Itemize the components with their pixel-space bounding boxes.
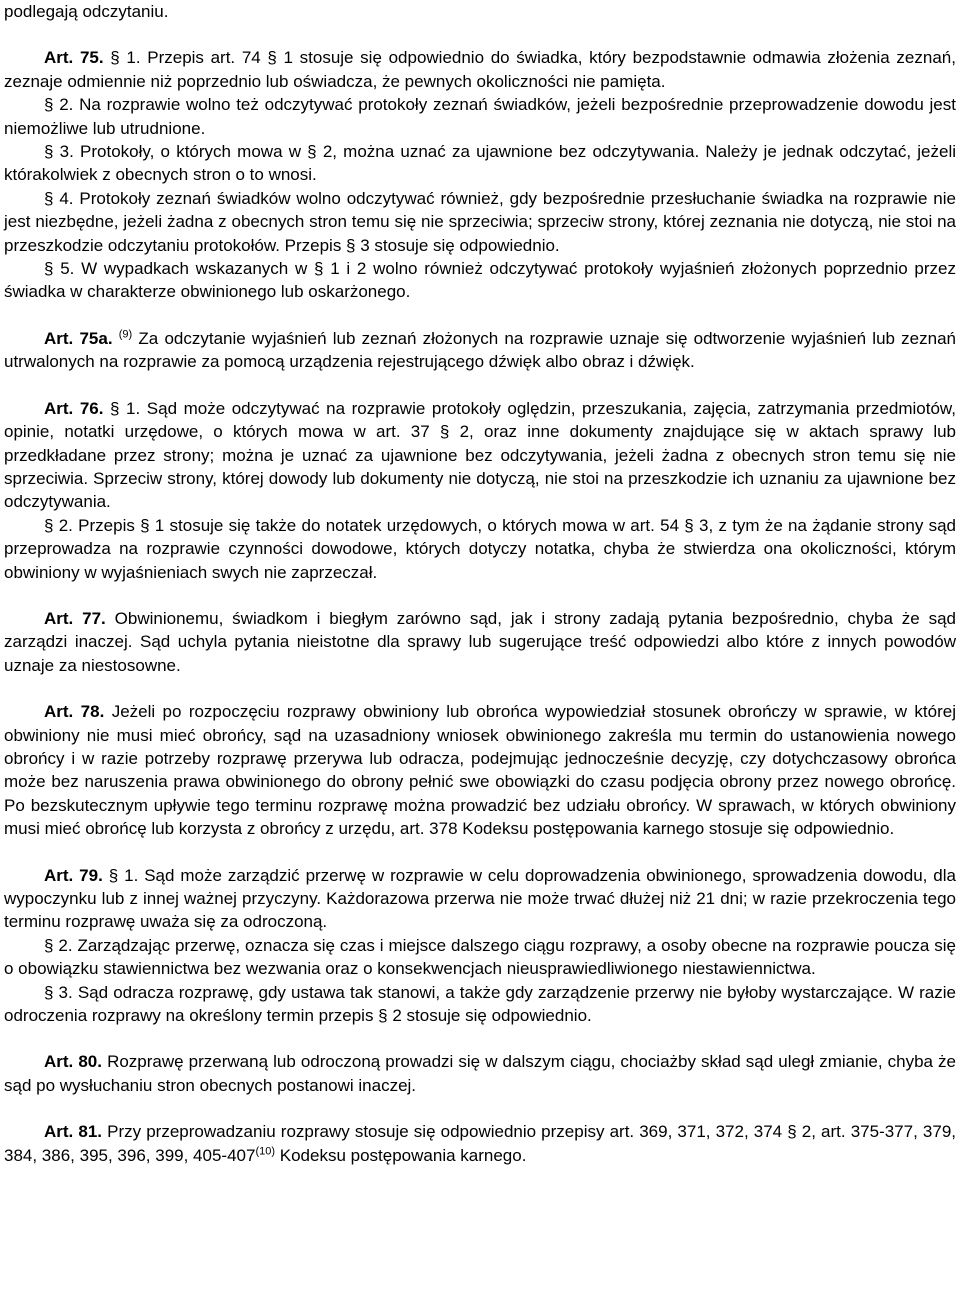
article-77 xyxy=(4,607,956,677)
article-79-par-2 xyxy=(4,934,956,981)
article-75-par-1 xyxy=(4,46,956,93)
paragraph-continuation xyxy=(4,0,956,23)
article-79-par-1 xyxy=(4,864,956,934)
section-number: § 2. xyxy=(44,515,73,535)
article-75-par-5 xyxy=(4,257,956,304)
article-text: W wypadkach wskazanych w § 1 i 2 wolno również odczytywać protokoły wyjaśnień złożonych poprzednio przez świadka w charakterze obwinionego lub oskarżonego. xyxy=(4,259,956,302)
article-text: Protokoły, o których mowa w § 2, można uznać za ujawnione bez odczytywania. Należy je jednak odczytać, jeżeli którakolwiek z obecnych stron o to wnosi. xyxy=(4,142,957,185)
article-75-heading: Art. 75. xyxy=(44,48,104,68)
article-79-par-3 xyxy=(4,981,956,1028)
footnote-marker: (10) xyxy=(255,1145,276,1157)
article-75a xyxy=(4,327,956,374)
article-text: Sąd może odczytywać na rozprawie protokoły oględzin, przeszukania, zajęcia, zatrzymania przedmiotów, opinie, notatki urzędowe, o których mowa w art. 37 § 2, oraz inne dokumenty znajdujące się w aktach sprawy lub przedkładane przez strony; można je uznać za ujawnione bez odczytywania, jeżeli żadna z obecnych stron temu się nie sprzeciwia. Sprzeciw strony, której dowody lub dokumenty nie dotyczą, nie stoi na przeszkodzie ich uznaniu za ujawnione bez odczytywania. xyxy=(4,398,956,512)
article-text: Kodeksu postępowania karnego. xyxy=(279,1145,527,1165)
article-76-heading: Art. 76. xyxy=(44,398,104,418)
section-number: § 1. xyxy=(108,865,139,885)
article-75a-heading: Art. 75a. xyxy=(44,328,113,348)
article-text: Jeżeli po rozpoczęciu rozprawy obwiniony lub obrońca wypowiedział stosunek obrończy w sprawie, w której obwiniony nie musi mieć obrońcy, sąd na uzasadniony wniosek obwinionego zakreśla mu termin do ustanowienia nowego obrońcy i w razie potrzeby rozprawę przerywa lub odracza, podejmując jednocześnie decyzję, czy dotychczasowy obrońca może bez naruszenia prawa obwinionego do obrony pełnić swe obowiązki do czasu podjęcia obrony przez nowego obrońcę. Po bezskutecznym upływie tego terminu rozprawę można prowadzić bez udziału obrońcy. W sprawach, w których obwiniony musi mieć obrońcę lub korzysta z obrońcy z urzędu, art. 378 Kodeksu postępowania karnego stosuje się odpowiednio. xyxy=(4,702,956,839)
article-75-par-4 xyxy=(4,187,956,257)
section-number: § 5. xyxy=(44,259,75,279)
article-80 xyxy=(4,1050,956,1097)
article-81 xyxy=(4,1120,956,1167)
article-text: Za odczytanie wyjaśnień lub zeznań złożonych na rozprawie uznaje się odtworzenie wyjaśnień lub zeznań utrwalonych na rozprawie za pomocą urządzenia rejestrującego dźwięk albo obraz i dźwięk. xyxy=(4,328,957,372)
section-number: § 3. xyxy=(44,142,74,162)
article-76-par-1 xyxy=(4,397,956,514)
article-80-heading: Art. 80. xyxy=(44,1052,102,1072)
footnote-marker: (9) xyxy=(118,328,133,341)
article-78 xyxy=(4,700,956,840)
article-75-par-2 xyxy=(4,93,956,140)
section-number: § 2. xyxy=(44,95,74,115)
article-75-par-3 xyxy=(4,140,956,187)
document-page xyxy=(4,0,956,1167)
article-81-heading: Art. 81. xyxy=(44,1122,103,1142)
article-text: Sąd może zarządzić przerwę w rozprawie w celu doprowadzenia obwinionego, sprowadzenia dowodu, dla wypoczynku lub z innej ważnej przyczyny. Każdorazowa przerwa nie może trwać dłużej niż 21 dni; w razie przekroczenia tego terminu rozprawę uważa się za odroczoną. xyxy=(4,865,956,932)
article-76-par-2 xyxy=(4,514,956,584)
article-77-heading: Art. 77. xyxy=(44,608,106,628)
section-number: § 1. xyxy=(110,48,141,68)
article-text: Przy przeprowadzaniu rozprawy stosuje się odpowiednio przepisy art. 369, 371, 372, 374 § 2, art. 375-377, 379, 384, 386, 395, 396, 399, 405-407 xyxy=(4,1122,956,1165)
article-text: Zarządzając przerwę, oznacza się czas i miejsce dalszego ciągu rozprawy, a osoby obecne na rozprawie poucza się o obowiązku stawiennictwa bez wezwania oraz o konsekwencjach nieusprawiedliwionego niestawiennictwa. xyxy=(4,935,956,979)
section-number: § 1. xyxy=(110,398,141,418)
article-text: Obwinionemu, świadkom i biegłym zarówno sąd, jak i strony zadają pytania bezpośrednio, chyba że sąd zarządzi inaczej. Sąd uchyla pytania nieistotne dla sprawy lub sugerujące treść odpowiedzi albo które z innych powodów uznaje za niestosowne. xyxy=(4,608,956,675)
article-79-heading: Art. 79. xyxy=(44,865,103,885)
article-text: Rozprawę przerwaną lub odroczoną prowadzi się w dalszym ciągu, chociażby skład sąd uległ zmianie, chyba że sąd po wysłuchaniu stron obecnych postanowi inaczej. xyxy=(4,1052,956,1095)
article-text: Na rozprawie wolno też odczytywać protokoły zeznań świadków, jeżeli bezpośrednie przeprowadzenie dowodu jest niemożliwe lub utrudnione. xyxy=(4,95,956,138)
section-number: § 2. xyxy=(44,935,73,955)
article-78-heading: Art. 78. xyxy=(44,702,105,722)
article-text: Sąd odracza rozprawę, gdy ustawa tak stanowi, a także gdy zarządzenie przerwy nie byłoby wystarczające. W razie odroczenia rozprawy na określony termin przepis § 2 stosuje się odpowiednio. xyxy=(4,982,956,1026)
article-text: Przepis art. 74 § 1 stosuje się odpowiednio do świadka, który bezpodstawnie odmawia złożenia zeznań, zeznaje odmiennie niż poprzednio lub oświadcza, że pewnych okoliczności nie pamięta. xyxy=(4,48,956,91)
continuation-text: podlegają odczytaniu. xyxy=(4,2,169,21)
article-text: Przepis § 1 stosuje się także do notatek urzędowych, o których mowa w art. 54 § 3, z tym że na żądanie strony sąd przeprowadza na rozprawie czynności dowodowe, których dotyczy notatka, chyba że stwierdza ona okoliczności, którym obwiniony w wyjaśnieniach swych nie zaprzeczał. xyxy=(4,515,956,582)
article-text: Protokoły zeznań świadków wolno odczytywać również, gdy bezpośrednie przesłuchanie świadka na rozprawie nie jest niezbędne, jeżeli żadna z obecnych stron temu się nie sprzeciwia; sprzeciw strony, której zeznania nie dotyczą, nie stoi na przeszkodzie odczytaniu protokołów. Przepis § 3 stosuje się odpowiednio. xyxy=(4,188,956,255)
section-number: § 3. xyxy=(44,982,73,1002)
section-number: § 4. xyxy=(44,188,74,208)
